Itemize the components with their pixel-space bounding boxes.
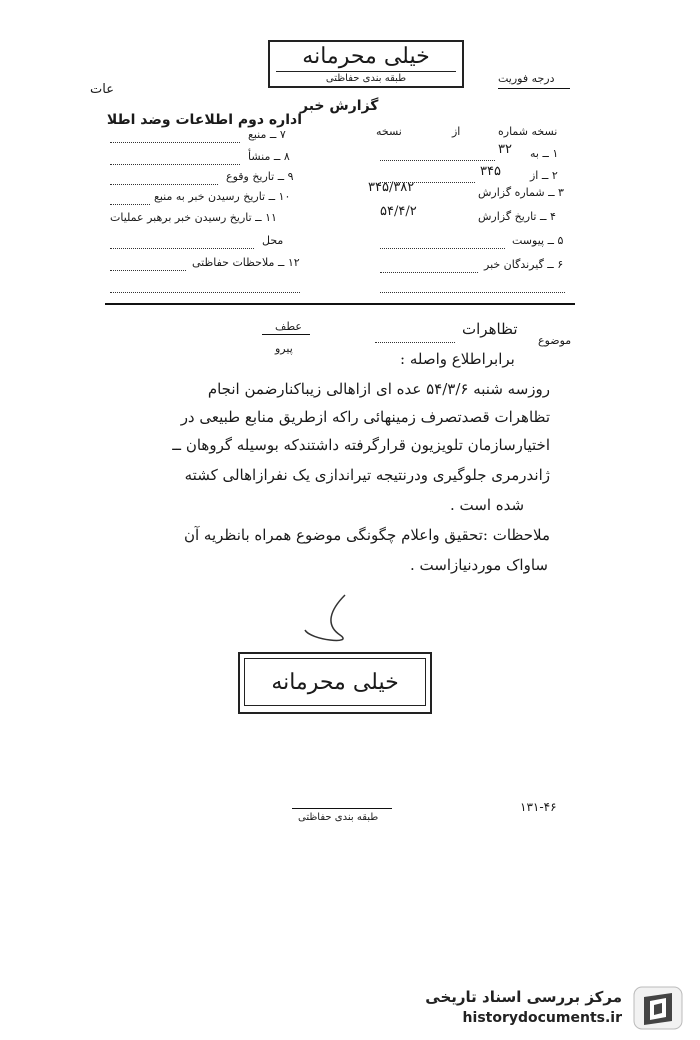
body-line-3: تظاهرات قصدتصرف زمینهائی راکه ازطریق منابع طبیعی در [180, 408, 550, 426]
to-dots [380, 150, 495, 161]
received-source-dots [110, 194, 150, 205]
footer-page-ref: ۱۳۱-۴۶ [520, 800, 557, 814]
ref-label: عطف [275, 320, 302, 333]
origin-label: ۸ ــ منشأ [248, 150, 290, 163]
received-ops-label: ۱۱ ــ تاریخ رسیدن خبر برهبر عملیات [110, 211, 277, 224]
subject-value: تظاهرات [462, 320, 518, 338]
follow-label: پیرو [275, 342, 293, 355]
field-copy-number [498, 125, 557, 138]
office-name: اداره دوم اطلاعات وضد اطلا [106, 112, 302, 128]
copy-number-label: نسخه شماره [498, 125, 558, 138]
priority-underline [498, 88, 570, 89]
report-date-label: ۴ ــ تاریخ گزارش [478, 210, 556, 223]
to-value: ۳۲ [498, 142, 512, 157]
received-source-label: ۱۰ ــ تاریخ رسیدن خبر به منبع [154, 190, 291, 203]
body-line-8: ساواک موردنیازاست . [410, 556, 548, 574]
field-from-copy [452, 125, 460, 138]
header-separator [105, 303, 575, 305]
place-label: محل [262, 234, 284, 247]
signature-mark [290, 590, 370, 650]
stamp-bottom-text: خیلی محرمانه [244, 658, 426, 706]
from-field-value: ۳۴۵ [480, 164, 501, 179]
subject-dots [375, 332, 455, 343]
to-label: ۱ ــ به [530, 147, 559, 160]
from-field-label: ۲ ــ از [530, 169, 558, 182]
stamp-top-label: طبقه بندی حفاظتی [276, 71, 456, 84]
ref-underline [262, 334, 310, 335]
event-date-dots [110, 174, 218, 185]
body-line-6: شده است . [450, 496, 525, 514]
body-line-4: اختیارسازمان تلویزیون قرارگرفته داشتندکه بوسیله گروهان ــ [172, 436, 550, 454]
report-title: گزارش خبر [300, 98, 379, 114]
footer-classification-line [292, 808, 392, 809]
footer-classification: طبقه بندی حفاظتی [298, 812, 379, 823]
event-date-label: ۹ ــ تاریخ وقوع [226, 170, 294, 183]
attachment-label: ۵ ــ پیوست [512, 234, 564, 247]
body-line-5: ژاندرمری جلوگیری ودرنتیجه تیراندازی یک نفرازاهالی کشته [184, 466, 550, 484]
attachment-dots [380, 238, 505, 249]
recipients-dots [380, 262, 478, 273]
watermark-url: historydocuments.ir [462, 1010, 622, 1026]
security-notes-dots-2 [110, 282, 300, 293]
field-copy [376, 125, 402, 138]
report-date-value: ۵۴/۴/۲ [380, 204, 417, 219]
classification-stamp-top [268, 40, 464, 88]
left-fragment: عات [90, 82, 114, 97]
classification-stamp-bottom [238, 652, 432, 714]
watermark-name: مرکز بررسی اسناد تاریخی [425, 988, 622, 1006]
source-label: ۷ ــ منبع [248, 128, 286, 141]
recipients-label: ۶ ــ گیرندگان خبر [484, 258, 564, 271]
subject-label: موضوع [538, 334, 572, 347]
body-line-1: برابراطلاع واصله : [400, 350, 515, 368]
security-notes-label: ۱۲ ــ ملاحظات حفاظتی [192, 256, 300, 269]
stamp-top-text: خیلی محرمانه [302, 44, 430, 69]
body-line-7: ملاحظات :تحقیق واعلام چگونگی موضوع همراه بانظریه آن [183, 526, 550, 544]
body-line-2: روزسه شنبه ۵۴/۳/۶ عده ای ازاهالی زیباکنارضمن انجام [207, 380, 550, 398]
report-number-label: ۳ ــ شماره گزارش [478, 186, 564, 199]
from-label: از [452, 125, 461, 138]
report-number-value: ۳۴۵/۳۸۲ [368, 180, 415, 195]
place-dots [110, 238, 254, 249]
priority-label: درجه فوریت [498, 72, 555, 85]
origin-dots [110, 154, 240, 165]
copy-label: نسخه [376, 125, 402, 138]
watermark-logo-icon [632, 985, 684, 1031]
recipients-dots-2 [380, 282, 565, 293]
security-notes-dots [110, 260, 186, 271]
source-dots [110, 132, 240, 143]
